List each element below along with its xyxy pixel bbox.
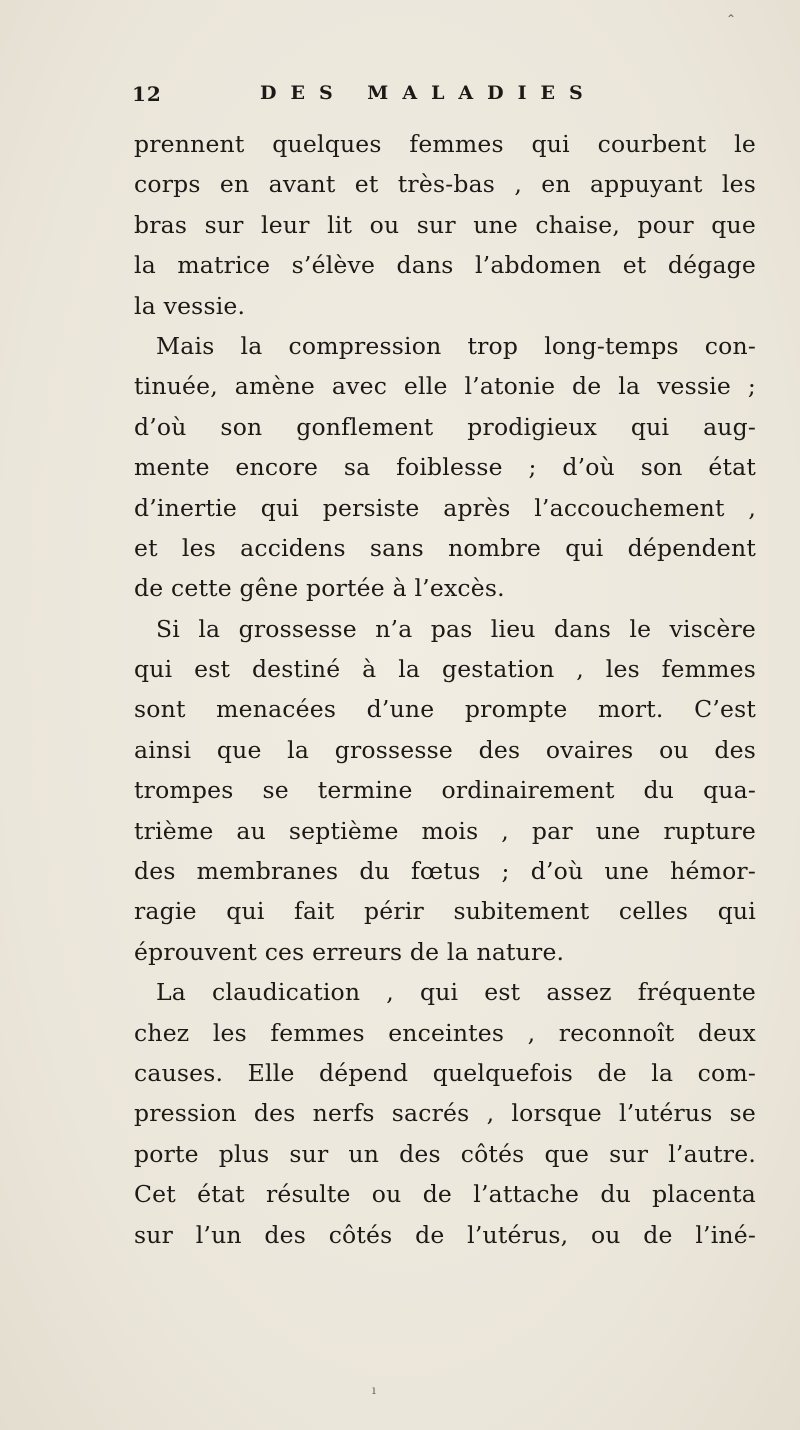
page-number: 12 xyxy=(132,82,162,106)
corner-mark: ⌃ xyxy=(726,12,737,26)
stray-mark: ı xyxy=(372,1383,376,1397)
text-line: des membranes du fœtus ; d’où une hémor- xyxy=(134,857,756,886)
text-line: ainsi que la grossesse des ovaires ou des xyxy=(134,735,756,764)
text-line: bras sur leur lit ou sur une chaise, pour que xyxy=(134,210,756,239)
text-line: trième au septième mois , par une rupture xyxy=(134,816,756,845)
text-line: la matrice s’élève dans l’abdomen et dégage xyxy=(134,251,756,280)
text-line: sur l’un des côtés de l’utérus, ou de l’iné- xyxy=(134,1220,756,1249)
text-line: Si la grossesse n’a pas lieu dans le viscère xyxy=(156,614,756,643)
running-head xyxy=(132,82,692,112)
text-line: ragie qui fait périr subitement celles qui xyxy=(134,897,756,926)
text-line: tinuée, amène avec elle l’atonie de la vessie ; xyxy=(134,372,756,401)
text-line: d’inertie qui persiste après l’accouchement , xyxy=(134,493,756,522)
text-line: La claudication , qui est assez fréquente xyxy=(156,978,756,1007)
text-line: prennent quelques femmes qui courbent le xyxy=(134,130,756,158)
text-line: Cet état résulte ou de l’attache du placenta xyxy=(134,1180,756,1209)
text-line: mente encore sa foiblesse ; d’où son état xyxy=(134,453,756,482)
text-line: de cette gêne portée à l’excès. xyxy=(134,574,505,603)
text-line: éprouvent ces erreurs de la nature. xyxy=(134,937,565,966)
text-line: et les accidens sans nombre qui dépendent xyxy=(134,533,756,562)
text-line: Mais la compression trop long-temps con- xyxy=(156,331,756,360)
text-line: corps en avant et très-bas , en appuyant les xyxy=(134,170,756,199)
text-line: d’où son gonflement prodigieux qui aug- xyxy=(134,412,756,441)
text-line: la vessie. xyxy=(134,291,246,320)
body-text xyxy=(134,124,756,1255)
text-line: chez les femmes enceintes , reconnoît deux xyxy=(134,1018,756,1047)
text-line: sont menacées d’une prompte mort. C’est xyxy=(134,695,756,724)
running-title: DES MALADIES xyxy=(260,82,597,104)
text-line: qui est destiné à la gestation , les femmes xyxy=(134,655,756,684)
text-line: porte plus sur un des côtés que sur l’autre. xyxy=(134,1139,756,1168)
text-line: trompes se termine ordinairement du qua- xyxy=(134,776,756,805)
text-line: causes. Elle dépend quelquefois de la com- xyxy=(134,1058,756,1087)
text-line: pression des nerfs sacrés , lorsque l’utérus se xyxy=(134,1099,756,1128)
